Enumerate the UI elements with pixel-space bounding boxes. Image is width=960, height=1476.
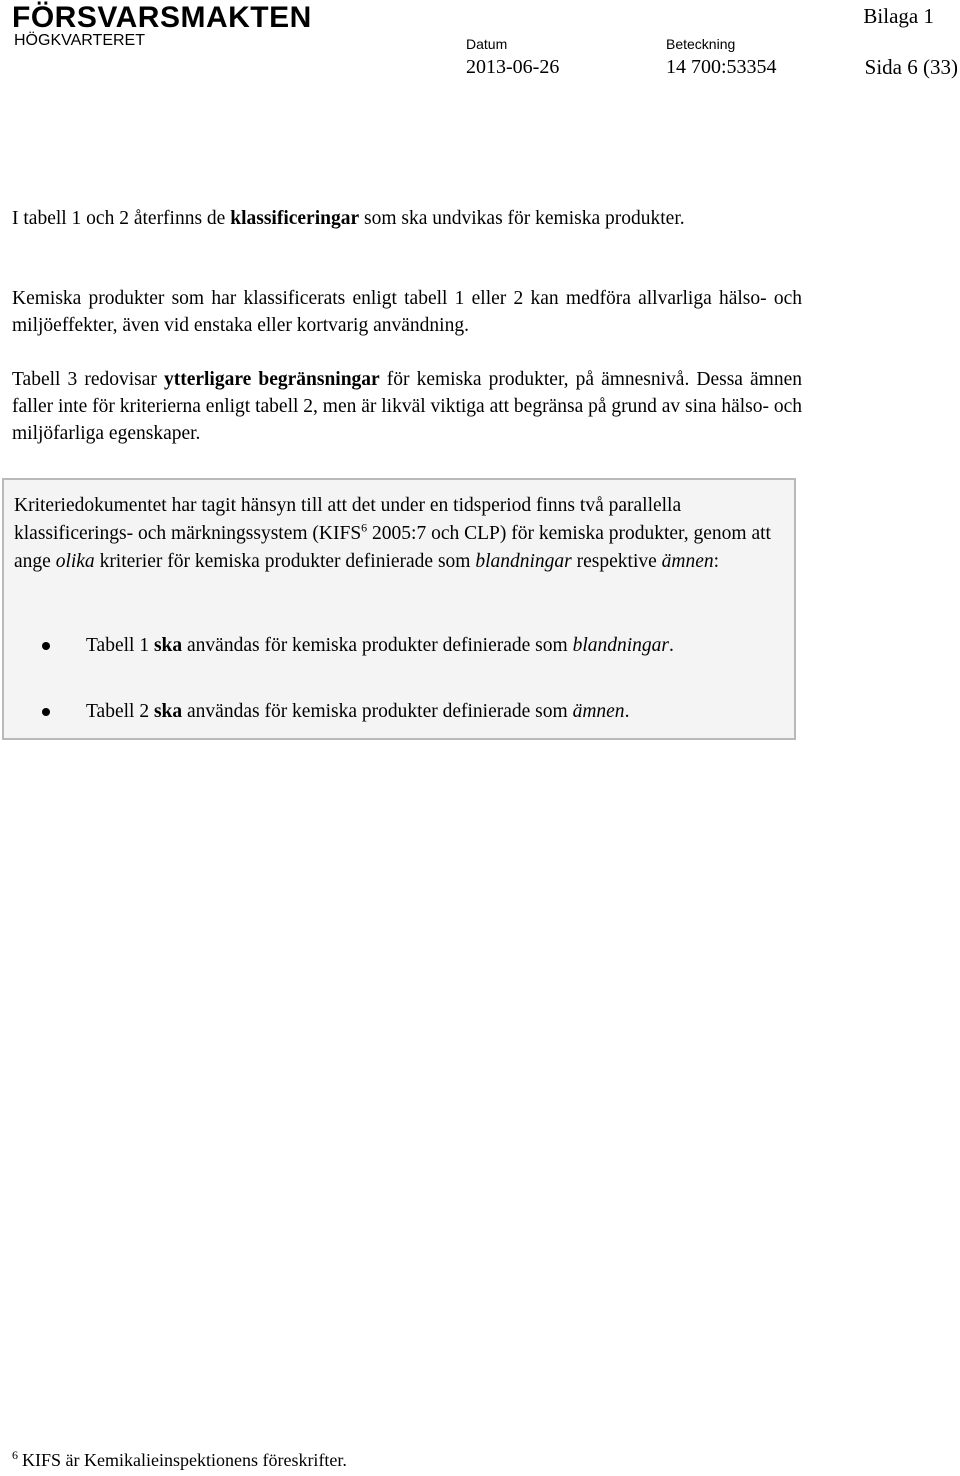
p3-text: Tabell 3 redovisar [12, 369, 164, 390]
bullet-bold: ska [153, 701, 183, 722]
bullet-italic: blandningar [572, 635, 669, 656]
footnote-number: 6 [12, 1448, 18, 1462]
attachment-label: Bilaga 1 [863, 4, 934, 28]
box-intro-1: Kriteriedokumentet har tagit hänsyn till att det under en tidsperiod finns två parallella klassificerings- och märkningssystem (KIFS [14, 495, 682, 544]
box-intro-2: 2005:7 och CLP) för kemiska produkter, genom att ange [14, 523, 771, 572]
bullet-prefix: Tabell 1 [86, 635, 154, 656]
footnote-text: KIFS är Kemikalieinspektionens föreskrifter. [22, 1450, 347, 1470]
date-value: 2013-06-26 [466, 56, 560, 78]
box-intro-3: kriterier för kemiska produkter definierade som [94, 551, 476, 572]
bullet-text [86, 630, 786, 662]
info-box [2, 478, 796, 740]
bullet-text [86, 696, 786, 728]
bullet-bold: ska [153, 635, 183, 656]
info-box-text [14, 492, 784, 576]
page-number: Sida 6 (33) [864, 55, 958, 79]
paragraph-3 [12, 366, 802, 447]
p1-text: I tabell 1 och 2 återfinns de [12, 208, 231, 229]
bullet-middle: användas för kemiska produkter definierade som [182, 635, 573, 656]
p1-text-end: som ska undvikas för kemiska produkter. [359, 208, 685, 229]
footnote-ref: 6 [361, 520, 368, 535]
bullet-dot-icon [42, 708, 50, 716]
bullet-suffix: . [669, 635, 674, 656]
box-italic-2: blandningar [475, 551, 572, 572]
bullet-middle: användas för kemiska produkter definierade som [182, 701, 573, 722]
organization-logo-text: FÖRSVARSMAKTEN [12, 1, 312, 34]
p3-text-end: för kemiska produkter, på ämnesnivå. Dessa ämnen faller inte för kriterierna enligt tabell 2, men är likväl viktiga att begränsa på grund av sina hälso- och miljöfarliga egenskaper. [12, 369, 803, 444]
box-intro-5: : [713, 551, 720, 572]
p1-bold: klassificeringar [230, 208, 360, 229]
date-label: Datum [466, 36, 508, 52]
paragraph-2: Kemiska produkter som har klassificerats enligt tabell 1 eller 2 kan medföra allvarliga hälso- och miljöeffekter, även vid enstaka eller kortvarig användning. [12, 288, 802, 336]
bullet-suffix: . [624, 701, 630, 722]
paragraph-1 [12, 205, 802, 232]
bullet-dot-icon [42, 642, 50, 650]
bullet-prefix: Tabell 2 [86, 701, 154, 722]
reference-label: Beteckning [666, 36, 736, 52]
bullet-italic: ämnen [572, 701, 625, 722]
footnote [12, 1448, 347, 1472]
box-italic-3: ämnen [661, 551, 714, 572]
p3-bold: ytterligare begränsningar [163, 369, 380, 390]
organization-unit: HÖGKVARTERET [14, 32, 145, 49]
box-intro-4: respektive [571, 551, 662, 572]
box-italic-1: olika [55, 551, 95, 572]
reference-value: 14 700:53354 [666, 56, 777, 78]
